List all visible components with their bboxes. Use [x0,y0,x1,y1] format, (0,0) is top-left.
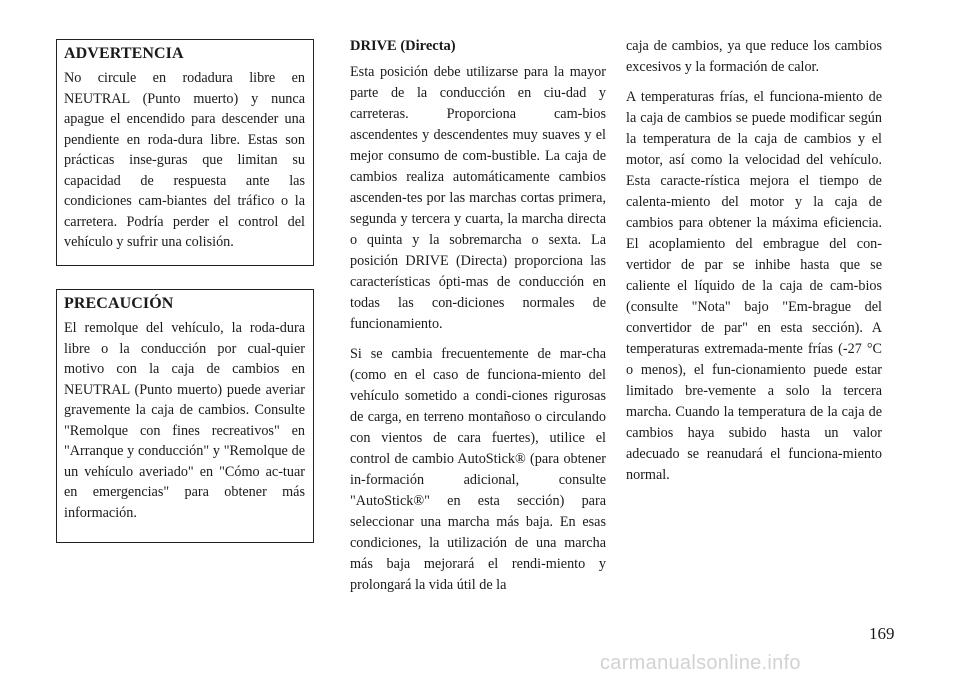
watermark-text: carmanualsonline.info [600,652,801,674]
page-number: 169 [869,624,895,643]
drive-paragraph-3: caja de cambios, ya que reduce los cambios excesivos y la formación de calor. [626,38,882,75]
caution-box [56,289,314,543]
warning-text: No circule en rodadura libre en NEUTRAL (Punto muerto) y nunca apague el encendido para descender una pendiente en roda-dura libre. Estas son prácticas inse-guras que limitan su capacidad de respuesta ante las condiciones cam-biantes del tráfico o la carretera. Podría perder el control del vehículo y sufrir una colisión. [64,70,305,250]
drive-heading: DRIVE (Directa) [350,38,456,54]
drive-paragraph-4: A temperaturas frías, el funciona-miento de la caja de cambios se puede modificar según la temperatura de la caja de cambios y el motor, así como la velocidad del vehículo. Esta caracte-rística mejora el tiempo de calenta-miento del motor y la caja de cambios para obtener la máxima eficiencia. El acoplamiento del embrague del con-vertidor de par se inhibe hasta que se caliente el líquido de la caja de cam-bios (consulte "Nota" bajo "Em-brague del convertidor de par" en esta sección). A temperaturas extremada-mente frías (-27 °C o menos), el fun-cionamiento puede estar limitado bre-vemente a solo la tercera marcha. Cuando la temperatura de la caja de cambios haya subido hasta un valor adecuado se reanudará el funciona-miento normal. [626,89,882,483]
warning-box [56,39,314,266]
caution-title: PRECAUCIÓN [64,295,174,312]
text-column-middle [350,36,606,605]
text-column-right [626,36,882,495]
warning-title: ADVERTENCIA [64,45,184,62]
caution-text: El remolque del vehículo, la roda-dura libre o la conducción por cual-quier motivo con la caja de cambios en NEUTRAL (Punto muerto) puede averiar gravemente la caja de cambios. Consulte "Remolque con fines recreativos" en "Arranque y conducción" y "Remolque de un vehículo averiado" en "Cómo ac-tuar en emergencias" para obtener más información. [64,320,305,521]
drive-paragraph-2: Si se cambia frecuentemente de mar-cha (como en el caso de funciona-miento del vehículo sometido a condi-ciones rigurosas de carga, en terreno montañoso o circulando con vientos de cara fuertes), utilice el control de cambio AutoStick® (para obtener in-formación adicional, consulte "AutoStick®" en esta sección) para seleccionar una marcha más baja. En esas condiciones, la utilización de una marcha más baja mejorará el rendi-miento y prolongará la vida útil de la [350,346,606,593]
drive-paragraph-1: Esta posición debe utilizarse para la mayor parte de la conducción en ciu-dad y carreteras. Proporciona cam-bios ascendentes y descendentes muy suaves y el mejor consumo de com-bustible. La caja de cambios realiza automáticamente cambios ascenden-tes por las marchas cortas primera, segunda y tercera y cuarta, la marcha directa o quinta y la sobremarcha o sexta. La posición DRIVE (Directa) proporciona las características ópti-mas de conducción en todas las con-diciones normales de funcionamiento. [350,64,606,332]
